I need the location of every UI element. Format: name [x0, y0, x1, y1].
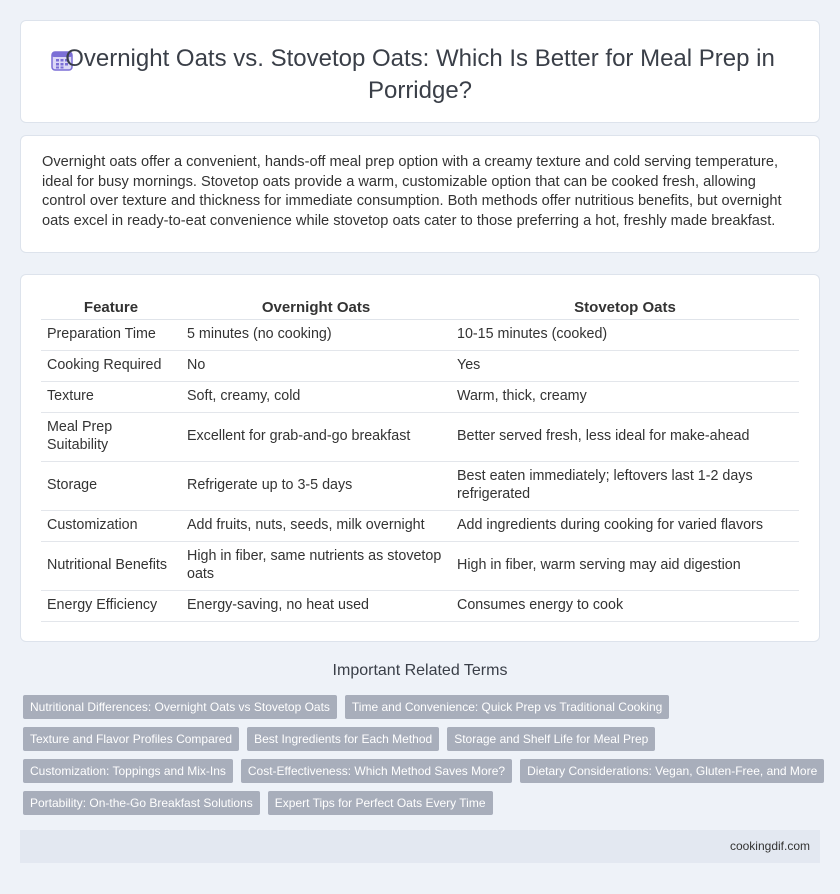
- related-term-tag[interactable]: Texture and Flavor Profiles Compared: [23, 727, 239, 751]
- table-row: [41, 319, 799, 350]
- related-term-tag[interactable]: Nutritional Differences: Overnight Oats vs Stovetop Oats: [23, 695, 337, 719]
- cell-feature: Nutritional Benefits: [41, 541, 181, 590]
- cell-stovetop: Consumes energy to cook: [451, 590, 799, 621]
- cell-stovetop: Best eaten immediately; leftovers last 1-2 days refrigerated: [451, 461, 799, 510]
- tag-row: [23, 759, 823, 783]
- cell-overnight: Soft, creamy, cold: [181, 381, 451, 412]
- table-row: [41, 510, 799, 541]
- tag-row: [23, 695, 823, 719]
- related-term-tag[interactable]: Dietary Considerations: Vegan, Gluten-Free, and More: [520, 759, 824, 783]
- related-terms-list: [23, 695, 823, 823]
- related-term-tag[interactable]: Cost-Effectiveness: Which Method Saves More?: [241, 759, 512, 783]
- comparison-card: [20, 274, 820, 642]
- cell-overnight: Energy-saving, no heat used: [181, 590, 451, 621]
- footer-site[interactable]: cookingdif.com: [729, 839, 810, 853]
- table-row: [41, 412, 799, 461]
- cell-stovetop: 10-15 minutes (cooked): [451, 319, 799, 350]
- cell-feature: Customization: [41, 510, 181, 541]
- table-row: [41, 461, 799, 510]
- related-term-tag[interactable]: Customization: Toppings and Mix-Ins: [23, 759, 233, 783]
- table-row: [41, 350, 799, 381]
- table-row: [41, 590, 799, 621]
- header-feature: Feature: [41, 295, 181, 319]
- cell-feature: Storage: [41, 461, 181, 510]
- intro-card: [20, 135, 820, 253]
- cell-stovetop: Add ingredients during cooking for varied flavors: [451, 510, 799, 541]
- cell-stovetop: High in fiber, warm serving may aid digestion: [451, 541, 799, 590]
- related-terms-heading: Important Related Terms: [332, 662, 508, 679]
- footer: [20, 830, 820, 863]
- cell-overnight: Refrigerate up to 3-5 days: [181, 461, 451, 510]
- cell-feature: Meal Prep Suitability: [41, 412, 181, 461]
- cell-overnight: High in fiber, same nutrients as stovetop oats: [181, 541, 451, 590]
- cell-stovetop: Better served fresh, less ideal for make-ahead: [451, 412, 799, 461]
- table-row: [41, 381, 799, 412]
- cell-stovetop: Yes: [451, 350, 799, 381]
- related-term-tag[interactable]: Best Ingredients for Each Method: [247, 727, 439, 751]
- header-overnight: Overnight Oats: [181, 295, 451, 319]
- title-card: [20, 20, 820, 123]
- related-term-tag[interactable]: Storage and Shelf Life for Meal Prep: [447, 727, 655, 751]
- cell-overnight: Add fruits, nuts, seeds, milk overnight: [181, 510, 451, 541]
- table-row: [41, 541, 799, 590]
- related-term-tag[interactable]: Expert Tips for Perfect Oats Every Time: [268, 791, 493, 815]
- related-term-tag[interactable]: Time and Convenience: Quick Prep vs Traditional Cooking: [345, 695, 669, 719]
- cell-feature: Preparation Time: [41, 319, 181, 350]
- tag-row: [23, 727, 823, 751]
- page-title: Overnight Oats vs. Stovetop Oats: Which Is Better for Meal Prep in Porridge?: [65, 45, 775, 104]
- cell-feature: Texture: [41, 381, 181, 412]
- cell-stovetop: Warm, thick, creamy: [451, 381, 799, 412]
- related-term-tag[interactable]: Portability: On-the-Go Breakfast Solutions: [23, 791, 260, 815]
- table-header-row: [41, 295, 799, 319]
- comparison-table: [41, 295, 799, 622]
- cell-feature: Energy Efficiency: [41, 590, 181, 621]
- cell-overnight: No: [181, 350, 451, 381]
- tag-row: [23, 791, 823, 815]
- cell-feature: Cooking Required: [41, 350, 181, 381]
- header-stovetop: Stovetop Oats: [451, 295, 799, 319]
- cell-overnight: Excellent for grab-and-go breakfast: [181, 412, 451, 461]
- cell-overnight: 5 minutes (no cooking): [181, 319, 451, 350]
- intro-paragraph: Overnight oats offer a convenient, hands-off meal prep option with a creamy texture and cold serving temperature, ideal for busy mornings. Stovetop oats provide a warm, customizable option that can be cooked fresh, allowing control over texture and thickness for immediate consumption. Both methods offer nutritious benefits, but overnight oats excel in ready-to-eat convenience while stovetop oats cater to those preferring a hot, freshly made breakfast.: [42, 154, 782, 229]
